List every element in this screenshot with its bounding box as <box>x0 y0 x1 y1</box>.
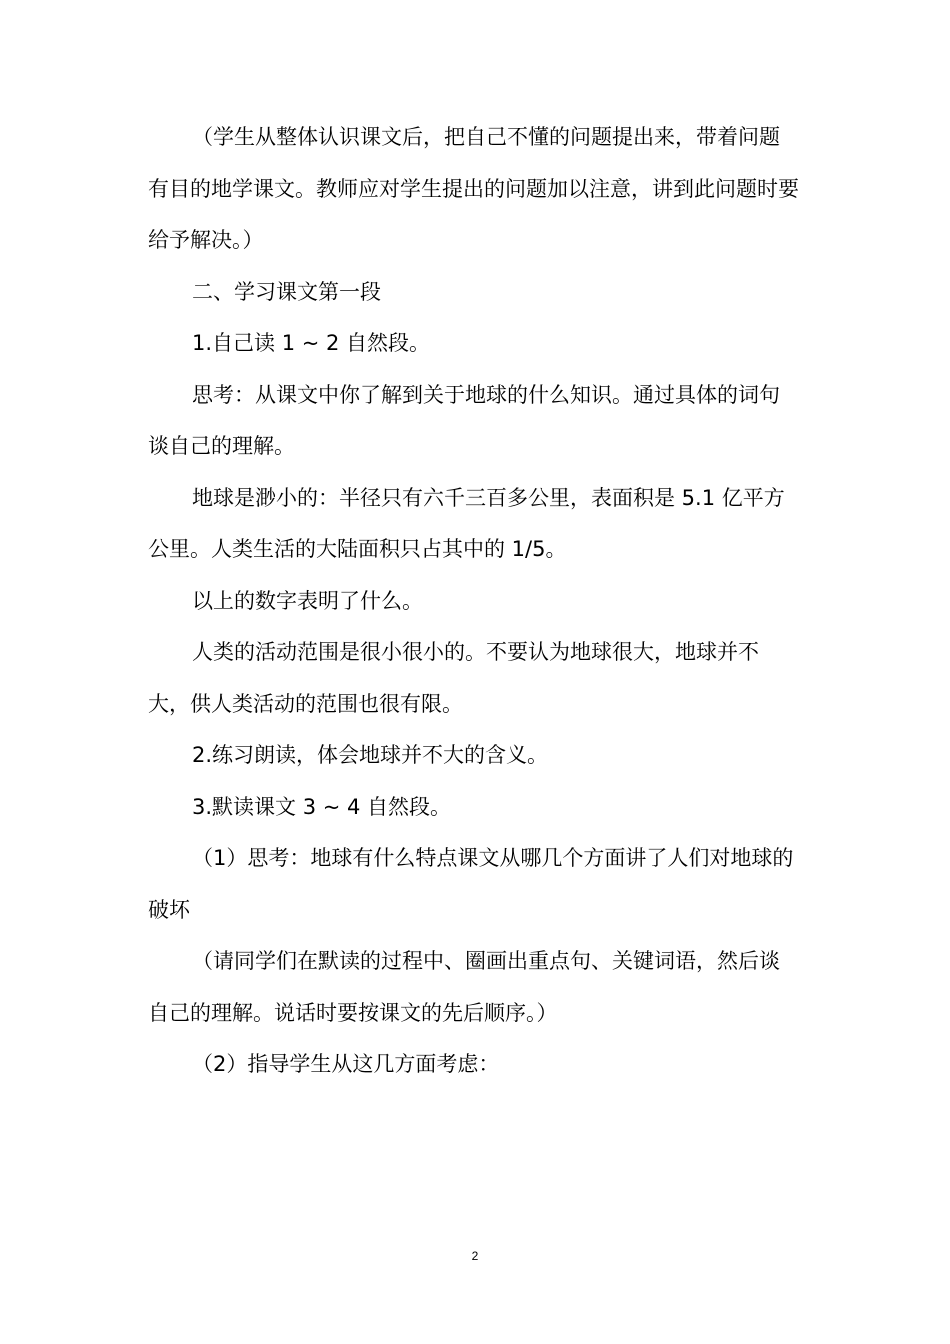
page-number: 2 <box>471 1249 479 1263</box>
paragraph-step-1-read: 1.自己读 1 ~ 2 自然段。 <box>192 331 431 355</box>
paragraph-think-earth-knowledge: 思考：从课文中你了解到关于地球的什么知识。通过具体的词句谈自己的理解。 <box>148 382 780 458</box>
paragraph-numbers-meaning: 以上的数字表明了什么。 <box>192 588 423 613</box>
paragraph-question-2: （2）指导学生从这几方面考虑： <box>192 1052 500 1076</box>
section-heading-first-part: 二、学习课文第一段 <box>192 279 381 304</box>
body-text <box>148 112 800 1091</box>
paragraph-reading-instructions: （请同学们在默读的过程中、圈画出重点句、关键词语，然后谈自己的理解。说话时要按课文的先后顺序。） <box>148 949 780 1025</box>
paragraph-earth-is-small: 地球是渺小的：半径只有六千三百多公里，表面积是 5.1 亿平方公里。人类生活的大陆面积只占其中的 1/5。 <box>148 485 785 561</box>
paragraph-step-3-silent-reading: 3.默读课文 3 ~ 4 自然段。 <box>192 794 452 819</box>
paragraph-student-questions-note: （学生从整体认识课文后，把自己不懂的问题提出来，带着问题有目的地学课文。教师应对学生提出的问题加以注意，讲到此问题时要给予解决。） <box>148 125 799 252</box>
paragraph-human-activity-range: 人类的活动范围是很小很小的。不要认为地球很大，地球并不大，供人类活动的范围也很有限。 <box>148 640 759 716</box>
paragraph-question-1: （1）思考：地球有什么特点课文从哪几个方面讲了人们对地球的破坏 <box>148 846 794 922</box>
paragraph-step-2-practice-reading: 2.练习朗读，体会地球并不大的含义。 <box>192 743 549 767</box>
